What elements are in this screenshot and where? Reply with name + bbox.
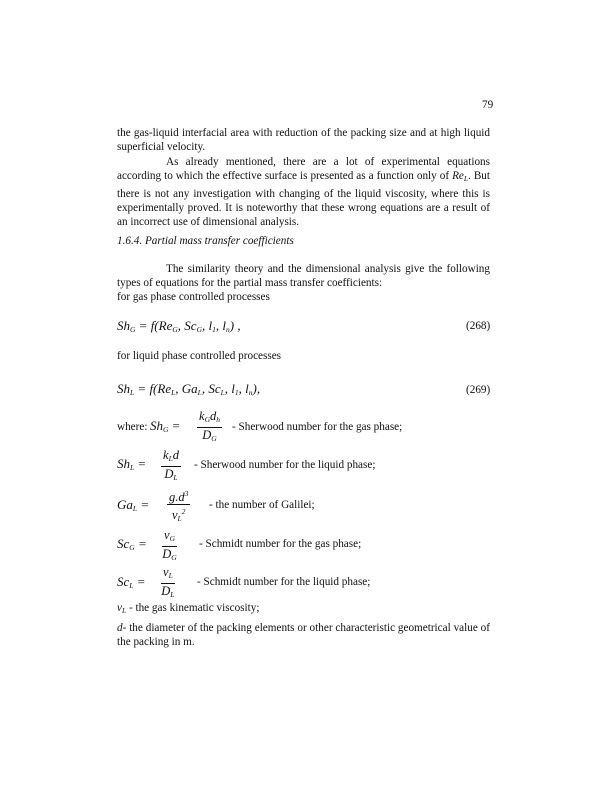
sherwood-gas-symbol: $Sh_G$ = [150, 418, 181, 434]
sherwood-gas-desc: - Sherwood number for the gas phase; [232, 421, 403, 433]
schmidt-liquid-fraction: $\frac{\nu_L}{D_L}$ [161, 565, 175, 599]
galilei-desc: - the number of Galilei; [209, 499, 315, 511]
sherwood-liquid-symbol: $Sh_L$ = [117, 456, 147, 472]
page-number: 79 [482, 99, 494, 111]
sherwood-liquid-fraction: $k_Ld$ $D_L$ [163, 448, 179, 482]
schmidt-gas-desc: - Schmidt number for the gas phase; [199, 538, 362, 550]
schmidt-gas-fraction: $\frac{\nu_G}{D_G}$ [162, 528, 177, 562]
sherwood-liquid-desc: - Sherwood number for the liquid phase; [194, 459, 376, 471]
equation-268-number: (268) [466, 320, 491, 332]
sherwood-gas-fraction: $k_Gd_h$ $D_G$ [199, 409, 220, 443]
nu-symbol: $\nu_L$ [117, 602, 127, 615]
section-heading: 1.6.4. Partial mass transfer coefficients [117, 235, 294, 247]
where-label: where: [117, 421, 148, 433]
paragraph-2 [117, 155, 490, 229]
equation-269-number: (269) [466, 384, 491, 396]
d-symbol: d [117, 622, 123, 634]
equation-269: $Sh_L = f(Re_L$, $Ga_L$, $Sc_L$, $l_1$, $l_n$), [117, 381, 261, 397]
reynolds-symbol: $Re_L$ [452, 170, 469, 184]
diameter-definition: d- the diameter of the packing elements or other characteristic geometrical value of the packing in m. [117, 622, 490, 649]
galilei-fraction: $\frac{g.d^3}{\nu_L^2}$ [169, 489, 189, 524]
paragraph-2-text-a: As already mentioned, there are a lot of experimental equations according to which the effective surface is presented as a function only of [117, 156, 490, 183]
gas-phase-text: for gas phase controlled processes [117, 291, 270, 303]
schmidt-gas-symbol: $Sc_G$ = [117, 536, 147, 552]
equation-268: $Sh_G = f(Re_G$, $Sc_G$, $l_1$, $l_n$) , [117, 318, 241, 334]
paragraph-1: the gas-liquid interfacial area with reduction of the packing size and at high liquid superficial velocity. [117, 127, 490, 154]
schmidt-liquid-desc: - Schmidt number for the liquid phase; [197, 576, 371, 588]
liquid-phase-text: for liquid phase controlled processes [117, 350, 282, 362]
schmidt-liquid-symbol: $Sc_L$ = [117, 574, 146, 590]
paragraph-3: The similarity theory and the dimensional analysis give the following types of equations for the partial mass transfer coefficients: [117, 263, 490, 290]
galilei-symbol: $Ga_L$ = [117, 497, 150, 513]
paragraph-2-text-b: . But there is not any investigation with changing of the liquid viscosity, where this is experimentally proved. It is noteworthy that these wrong equations are a result of an incorrect use of dimensional analysis. [117, 170, 491, 229]
viscosity-definition: $\nu_L$ - the gas kinematic viscosity; [117, 602, 260, 615]
